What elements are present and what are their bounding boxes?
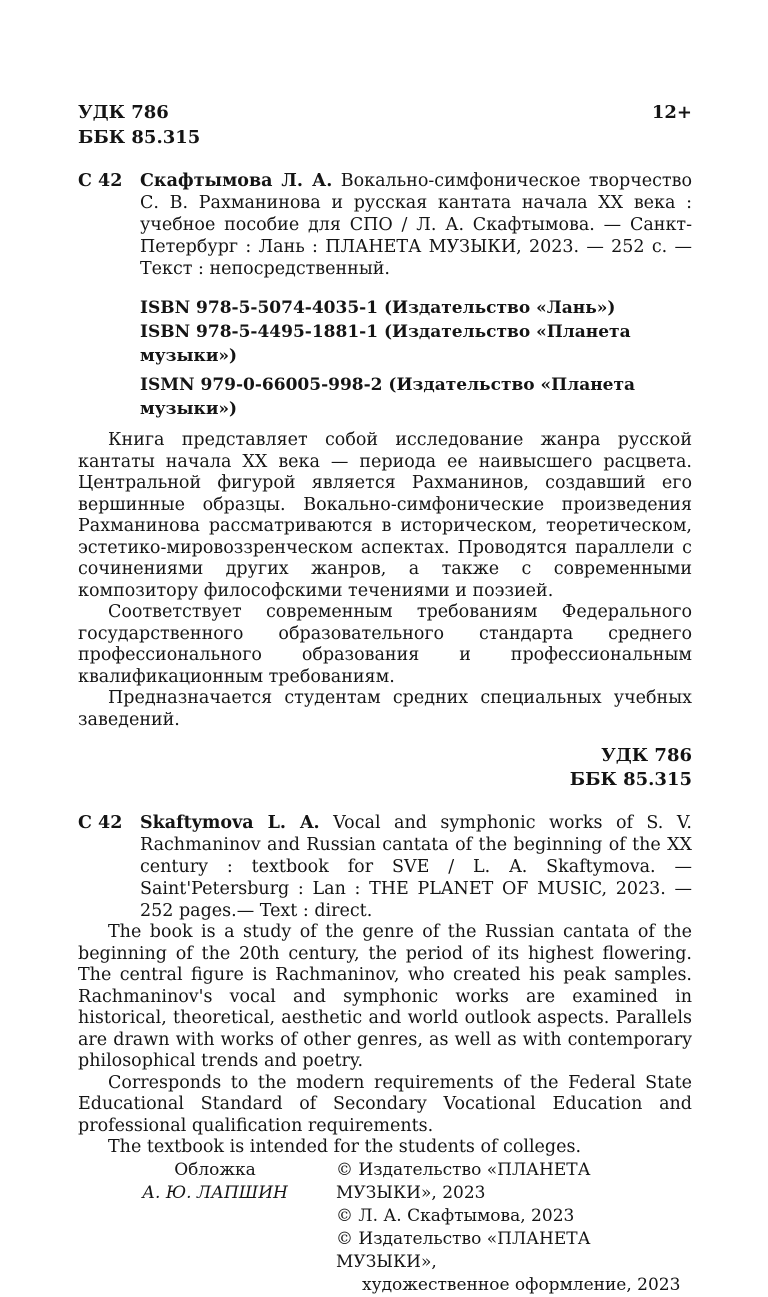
colophon: [78, 1159, 692, 1297]
annotation-paragraph-ru-1: Книга представляет собой исследование жанра русской кантаты начала XX века — периода ее наивысшего расцвета. Центральной фигурой является Рахманинов, создавший его вершинные образцы. Вокально-симфонические произведения Рахманинова рассматриваются в историческом, теоретическом, эстетико-мировоззренческом аспектах. Проводятся параллели с сочинениями других жанров, а также с современными композитору философскими течениями и поэзией.: [78, 430, 692, 601]
catalog-entry-english: [78, 812, 692, 922]
cover-credit-label: Обложка: [174, 1159, 256, 1180]
description-text-ru: Вокально-симфоническое творчество С. В. Рахманинова и русская кантата начала XX века : учебное пособие для СПО / Л. А. Скафтымова. — Санкт-Петербург : Лань : ПЛАНЕТА МУЗЫКИ, 2023. — 252 с. — Текст : непосредственный.: [140, 171, 692, 279]
udk-code-bottom: УДК 786: [601, 745, 692, 766]
classification-codes-bottom: [78, 744, 692, 792]
annotation-paragraph-ru-2: Соответствует современным требованиям Федерального государственного образовательного стандарта среднего профессионального образования и профессиональным квалификационным требованиям.: [78, 602, 692, 687]
catalog-code-en: С 42: [78, 813, 123, 833]
copyright-line-publisher: © Издательство «ПЛАНЕТА МУЗЫКИ», 2023: [336, 1159, 591, 1203]
catalog-code-ru: С 42: [78, 171, 123, 191]
copyright-block: [336, 1159, 692, 1297]
cover-artist-name: А. Ю. ЛАПШИН: [142, 1182, 288, 1203]
author-name-ru: Скафтымова Л. А.: [140, 171, 333, 191]
annotation-paragraph-en-2: Corresponds to the modern requirements of the Federal State Educational Standard of Secondary Vocational Education and professional qualification requirements.: [78, 1072, 692, 1136]
annotation-paragraph-ru-3: Предназначается студентам средних специальных учебных заведений.: [78, 688, 692, 730]
isbn-line-planeta-muzyki: ISBN 978-5-4495-1881-1 (Издательство «Планета музыки»): [140, 322, 631, 366]
ismn-line-planeta-muzyki: ISMN 979-0-66005-998-2 (Издательство «Планета музыки»): [140, 375, 636, 419]
annotation-paragraph-en-1: The book is a study of the genre of the Russian cantata of the beginning of the 20th century, the period of its highest flowering. The central figure is Rachmaninov, who created his peak samples. Rachmaninov's vocal and symphonic works are examined in historical, theoretical, aesthetic and world outlook aspects. Parallels are drawn with works of other genres, as well as with contemporary philosophical trends and poetry.: [78, 922, 692, 1071]
annotation-paragraph-en-3: The textbook is intended for the students of colleges.: [108, 1137, 582, 1157]
age-rating-badge: 12+: [651, 102, 692, 123]
catalog-entry-russian: [78, 170, 692, 280]
isbn-line-lan: ISBN 978-5-5074-4035-1 (Издательство «Лань»): [140, 298, 616, 318]
description-text-en: Vocal and symphonic works of S. V. Rachmaninov and Russian cantata of the beginning of the XX century : textbook for SVE / L. A. Skaftymova. — Saint'Petersburg : Lan : THE PLANET OF MUSIC, 2023. — 252 pages.— Text : direct.: [140, 813, 692, 921]
copyright-line-publisher-design: © Издательство «ПЛАНЕТА МУЗЫКИ»,: [336, 1228, 591, 1272]
copyright-line-design-continuation: художественное оформление, 2023: [362, 1274, 681, 1295]
bbk-code-top: ББК 85.315: [78, 127, 201, 148]
udk-code-top: УДК 786: [78, 102, 169, 123]
isbn-block: [140, 296, 692, 421]
copyright-line-author: © Л. А. Скафтымова, 2023: [336, 1205, 575, 1226]
classification-header-row: [78, 100, 692, 125]
bbk-code-bottom: ББК 85.315: [569, 769, 692, 790]
bibliographic-description-en: [140, 812, 692, 922]
author-name-en: Skaftymova L. A.: [140, 813, 320, 833]
bibliographic-description-ru: [140, 170, 692, 280]
